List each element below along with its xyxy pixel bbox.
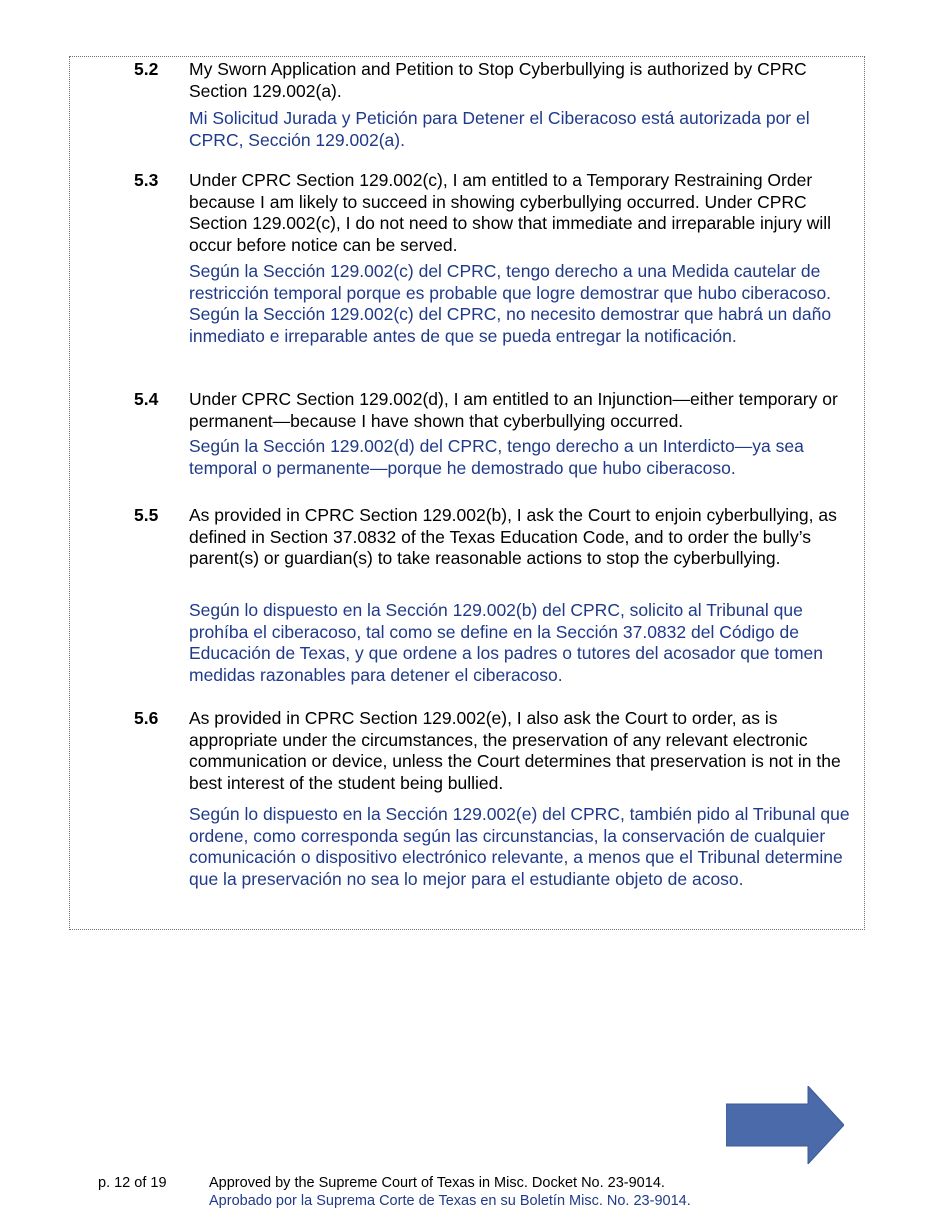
section-text-es: Mi Solicitud Jurada y Petición para Detener el Ciberacoso está autorizada por el CPRC, Sección 129.002(a). <box>189 108 810 150</box>
page-number: p. 12 of 19 <box>98 1175 167 1191</box>
section-number: 5.5 <box>134 505 159 525</box>
section-text-en: My Sworn Application and Petition to Stop Cyberbullying is authorized by CPRC Section 129.002(a). <box>189 59 807 101</box>
section-text-es: Según la Sección 129.002(d) del CPRC, tengo derecho a un Interdicto—ya sea temporal o permanente—porque he demostrado que hubo ciberacoso. <box>189 436 804 478</box>
next-page-arrow-icon[interactable] <box>726 1086 844 1164</box>
section-text-es: Según lo dispuesto en la Sección 129.002(b) del CPRC, solicito al Tribunal que prohíba el ciberacoso, tal como se define en la Sección 37.0832 del Código de Educación de Texas, y que ordene a los padres o tutores del acosador que tomen medidas razonables para detener el ciberacoso. <box>189 600 823 685</box>
approval-note-es: Aprobado por la Suprema Corte de Texas en su Boletín Misc. No. 23-9014. <box>209 1193 691 1209</box>
section-text-en: Under CPRC Section 129.002(d), I am entitled to an Injunction—either temporary or permanent—because I have shown that cyberbullying occurred. <box>189 389 838 431</box>
section-number: 5.6 <box>134 708 159 728</box>
section-number: 5.3 <box>134 170 159 190</box>
section-text-en: Under CPRC Section 129.002(c), I am entitled to a Temporary Restraining Order because I am likely to succeed in showing cyberbullying occurred. Under CPRC Section 129.002(c), I do not need to show that immediate and irreparable injury will occur before notice can be served. <box>189 170 832 255</box>
approval-note-en: Approved by the Supreme Court of Texas in Misc. Docket No. 23-9014. <box>209 1175 665 1191</box>
section-number: 5.2 <box>134 59 159 79</box>
sections-box <box>69 56 865 930</box>
section-text-es: Según lo dispuesto en la Sección 129.002(e) del CPRC, también pido al Tribunal que ordene, como corresponda según las circunstancias, la conservación de cualquier comunicación o dispositivo electrónico relevante, a menos que el Tribunal determine que la preservación no sea lo mejor para el estudiante objeto de acoso. <box>189 804 850 889</box>
section-text-en: As provided in CPRC Section 129.002(e), I also ask the Court to order, as is appropriate under the circumstances, the preservation of any relevant electronic communication or device, unless the Court determines that preservation is not in the best interest of the student being bullied. <box>189 708 841 793</box>
section-text-en: As provided in CPRC Section 129.002(b), I ask the Court to enjoin cyberbullying, as defined in Section 37.0832 of the Texas Education Code, and to order the bully’s parent(s) or guardian(s) to take reasonable actions to stop the cyberbullying. <box>189 505 837 568</box>
section-text-es: Según la Sección 129.002(c) del CPRC, tengo derecho a una Medida cautelar de restricción temporal porque es probable que logre demostrar que hubo ciberacoso. Según la Sección 129.002(c) del CPRC, no necesito demostrar que habrá un daño inmediato e irreparable antes de que se pueda entregar la notificación. <box>189 261 832 346</box>
section-number: 5.4 <box>134 389 159 409</box>
